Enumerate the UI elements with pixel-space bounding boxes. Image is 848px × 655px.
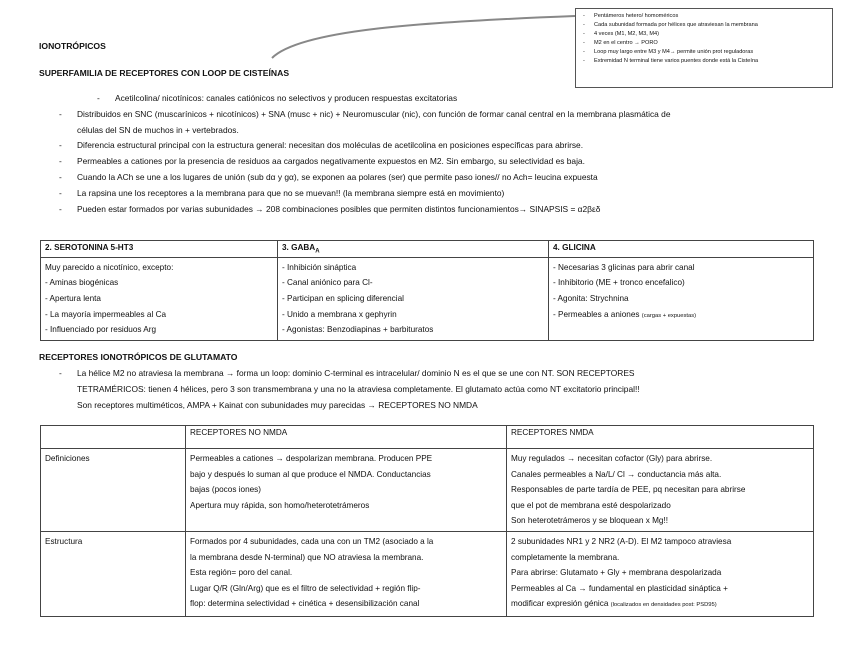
list-item-continuation: TETRAMÉRICOS: tienen 4 hélices, pero 3 son transmembrana y una no la atraviesa completamente. El glutamato actúa como NT excitatorio principal!! — [77, 383, 640, 394]
row-label: Definiciones — [41, 449, 186, 532]
table-cell: Muy parecido a nicotínico, excepto: - Aminas biogénicas - Apertura lenta - La mayoría impermeables al Ca - Influenciado por residuos Arg — [41, 257, 278, 341]
table-cell: Muy regulados → necesitan cofactor (Gly) para abrirse. Canales permeables a Na/L/ Cl → conductancia más alta. Responsables de parte tardía de PEE, pq necesitan para abrirse que el pot de membrana esté despolarizado Son heterotetrámeros y se bloquean x Mg!! — [507, 449, 814, 532]
table-header: RECEPTORES NMDA — [507, 426, 814, 449]
glutamate-title: RECEPTORES IONOTRÓPICOS DE GLUTAMATO — [39, 352, 238, 362]
list-item: - Cuando la ACh se une a los lugares de unión (sub dα y gα), se exponen aa polares (ser) que permite paso iones// no Ach= leucina expuesta — [77, 170, 817, 186]
receptor-types-table — [40, 240, 814, 341]
table-cell: Permeables a cationes → despolarizan membrana. Producen PPE bajo y después lo suman al que produce el NMDA. Conductancias bajas (pocos iones) Apertura muy rápida, son homo/heterotetrámeros — [186, 449, 507, 532]
list-item-continuation: células del SN de muchos in + vertebrados. — [77, 124, 239, 135]
table-cell: Formados por 4 subunidades, cada una con un TM2 (asociado a la la membrana desde N-terminal) que NO atraviesa la membrana. Esta región= poro del canal. Lugar Q/R (Gln/Arg) que es el filtro de selectividad + región flip- flop: determina selectividad + cinética + desensibilización canal — [186, 531, 507, 616]
table-header: RECEPTORES NO NMDA — [186, 426, 507, 449]
table-cell: 2 subunidades NR1 y 2 NR2 (A-D). El M2 tampoco atraviesa completamente la membrana. Para abrirse: Glutamato + Gly + membrana despolarizada Permeables al Ca → fundamental en plasticidad sináptica + modificar expresión génica (localizados en densidades post: PSD95) — [507, 531, 814, 616]
row-label: Estructura — [41, 531, 186, 616]
cys-loop-list — [77, 91, 817, 217]
table-cell: - Inhibición sináptica - Canal aniónico para Cl- - Participan en splicing diferencial - Unido a membrana x gephyrin - Agonistas: Benzodiapinas + barbituratos — [278, 257, 549, 341]
list-item: - Distribuidos en SNC (muscarínicos + nicotínicos) + SNA (musc + nic) + Neuromuscular (nic), con función de formar canal central en la membrana plasmática de — [77, 107, 817, 123]
list-item: - La hélice M2 no atraviesa la membrana → forma un loop: dominio C-terminal es intracelular/ dominio N es el que se une con NT. SON RECEPTORES — [77, 366, 817, 382]
nmda-comparison-table — [40, 425, 814, 617]
list-item: Son receptores multiméticos, AMPA + Kainat con subunidades muy parecidas → RECEPTORES NO NMDA — [77, 399, 478, 410]
note-item: - 4 veces (M1, M2, M3, M4) — [594, 30, 826, 39]
list-item: - Diferencia estructural principal con la estructura general: necesitan dos moléculas de acetilcolina en posiciones específicas para abrirse. — [77, 138, 817, 154]
note-box — [575, 8, 833, 88]
list-item: - Pueden estar formados por varias subunidades → 208 combinaciones posibles que permiten distintos funcionamientos→ SINAPSIS = α2βεδ — [77, 202, 817, 218]
section-title: SUPERFAMILIA DE RECEPTORES CON LOOP DE CISTEÍNAS — [39, 68, 290, 78]
note-item: - M2 en el centro → PORO — [594, 39, 826, 48]
list-item: - La rapsina une los receptores a la membrana para que no se muevan!! (la membrana siempre está en movimiento) — [77, 186, 817, 202]
list-item: - Permeables a cationes por la presencia de residuos aa cargados negativamente expuestos en M2. Sin embargo, su selectividad es baja. — [77, 154, 817, 170]
page-title: IONOTRÓPICOS — [39, 41, 106, 51]
table-header: 2. SEROTONINA 5-HT3 — [41, 241, 278, 258]
table-cell: - Necesarias 3 glicinas para abrir canal - Inhibitorio (ME + tronco encefalico) - Agonita: Strychnina - Permeables a aniones (cargas + expuestas) — [549, 257, 814, 341]
table-header: 4. GLICINA — [549, 241, 814, 258]
note-item: - Pentámeros hetero/ homoméricos — [594, 12, 826, 21]
note-item: - Loop muy largo entre M3 y M4→ permite unión prot reguladoras — [594, 48, 826, 57]
note-item: - Extremidad N terminal tiene varios puentes donde está la Cisteína — [594, 57, 826, 66]
note-item: - Cada subunidad formada por hélices que atraviesan la membrana — [594, 21, 826, 30]
list-item: - Acetilcolina/ nicotínicos: canales catiónicos no selectivos y producen respuestas excitatorias — [115, 91, 817, 107]
table-header: 3. $GABA_A$ — [278, 241, 549, 258]
glutamate-list — [77, 366, 817, 413]
table-header — [41, 426, 186, 449]
